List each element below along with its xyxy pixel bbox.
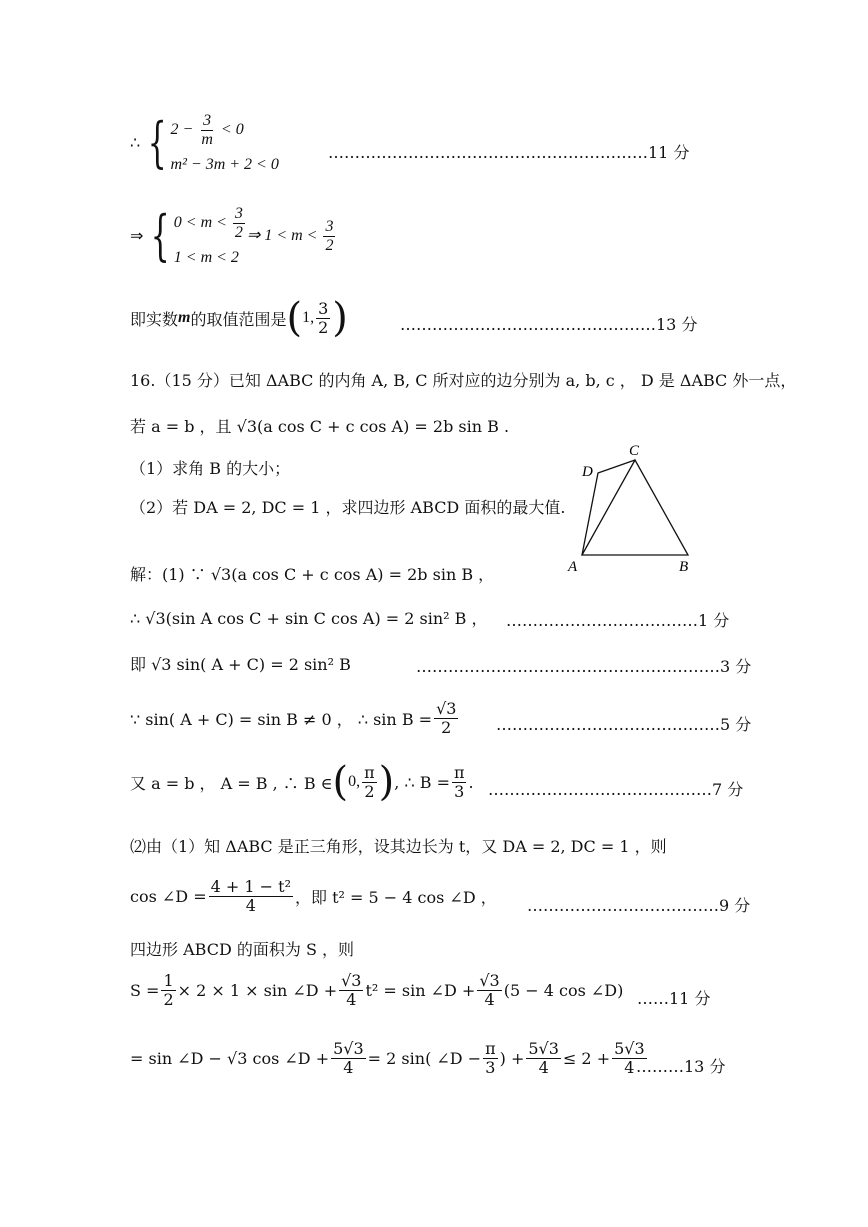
solution-line-8: 四边形 ABCD 的面积为 S ，则 <box>130 940 354 959</box>
therefore-symbol: ∴ <box>130 135 141 153</box>
problem-line-1: 16.（15 分）已知 ΔABC 的内角 A, B, C 所对应的边分别为 a, b, c ， D 是 ΔABC 外一点， <box>130 371 797 390</box>
label-b: B <box>679 559 689 575</box>
step-2-result: ⇒ 1 < m < $\frac{3}{2}$ <box>246 218 334 254</box>
step-system-1 <box>130 112 279 174</box>
system-brace-2 <box>143 205 247 267</box>
question-1: （1）求角 B 的大小； <box>130 459 291 478</box>
system-rows <box>174 205 247 267</box>
score-5: ……………………………………5 分 <box>496 715 752 734</box>
label-c: C <box>629 443 640 459</box>
score-1: ………………………………1 分 <box>506 611 730 630</box>
system-row-2: m² − 3m + 2 < 0 <box>170 156 279 174</box>
system-row-2: 1 < m < 2 <box>173 249 239 267</box>
score-13-b: ………13 分 <box>636 1057 726 1076</box>
problem-line-2: 若 a = b ，且 √3(a cos C + c cos A) = 2b sin B . <box>130 417 510 436</box>
solution-line-9: S = $\frac{1}{2}$ × 2 × 1 × sin ∠D + $\frac{√3}{4}$ t² = sin ∠D + $\frac{√3}{4}$ (5 − 4 cos ∠D) <box>130 971 624 1009</box>
left-brace: { <box>147 111 167 175</box>
solution-line-7: cos ∠D = $\frac{\text{4 + 1 − t²}}{4}$ ，即 t² = 5 − 4 cos ∠D ， <box>130 877 497 915</box>
score-3: …………………………………………………3 分 <box>416 657 752 676</box>
range-statement: 即实数 m 的取值范围是 ( 1, $\frac{3}{2}$ ) <box>130 295 348 341</box>
question-2: （2）若 DA = 2, DC = 1 ，求四边形 ABCD 面积的最大值. <box>130 498 566 517</box>
solution-line-5: 又 a = b ， A = B , ∴ B ∈ ( 0, $\frac{\pi}{2}$ ) , ∴ B = $\frac{\pi}{3}$ . <box>130 759 474 805</box>
system-row-1: 0 < m < $\frac{3}{2}$ <box>173 205 243 241</box>
score-7: ……………………………………7 分 <box>488 780 744 799</box>
step-system-2 <box>130 205 337 267</box>
solution-line-2: ∴ √3(sin A cos C + sin C cos A) = 2 sin² B ， <box>130 609 488 628</box>
system-row-1: 2 − $\frac{3}{m}$ < 0 <box>170 112 244 148</box>
score-11-a: ……………………………………………………11 分 <box>328 143 690 162</box>
label-a: A <box>568 559 578 575</box>
score-11-b: ……11 分 <box>637 989 711 1008</box>
label-d: D <box>582 464 593 480</box>
solution-line-4: ∵ sin( A + C) = sin B ≠ 0 ， ∴ sin B = $\frac{√3}{2}$ <box>130 699 457 737</box>
quadrilateral-figure <box>565 438 705 580</box>
score-9: ………………………………9 分 <box>527 896 751 915</box>
solution-line-6: ⑵由（1）知 ΔABC 是正三角形，设其边长为 t，又 DA = 2, DC = 1 ，则 <box>130 837 667 856</box>
solution-line-1: 解：(1) ∵ √3(a cos C + c cos A) = 2b sin B ， <box>130 565 495 584</box>
implies-symbol: ⇒ <box>130 228 144 246</box>
solution-line-10: = sin ∠D − √3 cos ∠D + $\frac{5√3}{4}$ = 2 sin( ∠D − $\frac{\pi}{3}$ ) + $\frac{5√3}{4}$ ≤ 2 + $\frac{5√3}{4}$ <box>130 1039 645 1077</box>
system-rows <box>171 112 279 174</box>
score-13-a: …………………………………………13 分 <box>400 315 698 334</box>
solution-line-3: 即 √3 sin( A + C) = 2 sin² B <box>130 655 351 674</box>
left-brace: { <box>151 204 171 268</box>
system-brace-1 <box>140 112 279 174</box>
